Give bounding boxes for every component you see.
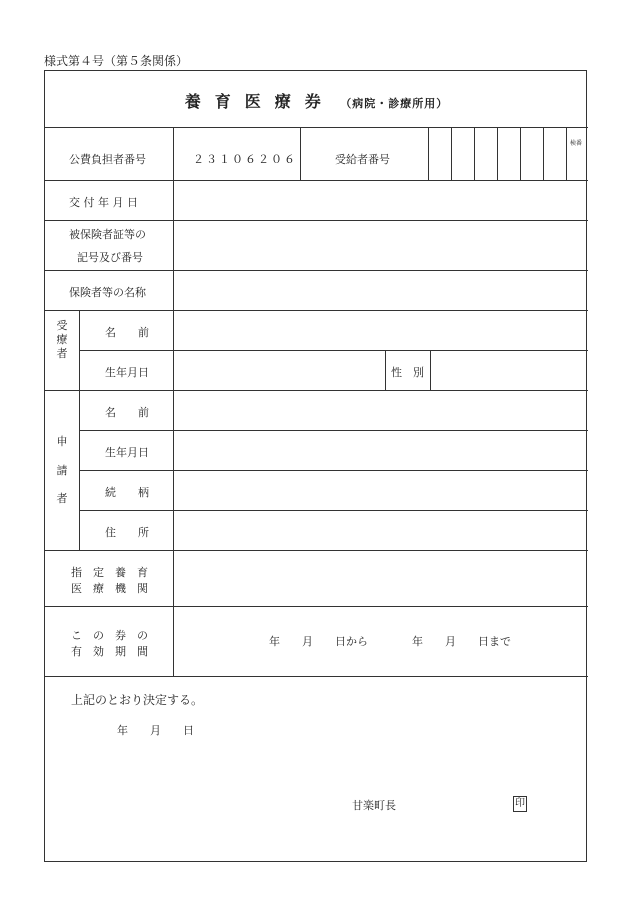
insured-label-line1: 被保険者証等の: [69, 228, 146, 241]
row-divider: [45, 270, 588, 271]
row-divider: [45, 310, 588, 311]
applicant-relation-label: 続 柄: [105, 486, 149, 499]
institution-label-line2: 医 療 機 関: [71, 582, 148, 595]
row-divider: [45, 127, 588, 128]
form-number: 様式第４号（第５条関係）: [44, 54, 189, 68]
row-divider: [45, 676, 588, 677]
validity-label-line2: 有 効 期 間: [71, 645, 148, 658]
recipient-label: 受給者番号: [335, 153, 390, 166]
title-sub: （病院・診療所用）: [340, 97, 449, 110]
medical-voucher-form: [44, 70, 587, 862]
seal-mark: 印: [513, 796, 527, 812]
validity-period-value: 年 月 日から 年 月 日まで: [269, 635, 511, 648]
validity-label-line1: こ の 券 の: [71, 629, 148, 642]
column-divider: [385, 350, 386, 390]
decision-text: 上記のとおり決定する。: [71, 693, 204, 707]
row-divider: [45, 220, 588, 221]
column-divider: [300, 127, 301, 180]
row-divider: [45, 180, 588, 181]
row-divider: [45, 550, 588, 551]
insurer-label: 保険者等の名称: [69, 286, 146, 299]
form-title: [45, 89, 588, 112]
label-column-divider: [173, 127, 174, 676]
digit-box-divider: [543, 127, 544, 180]
patient-birth-label: 生年月日: [105, 366, 149, 379]
decision-date: 年 月 日: [117, 724, 194, 737]
public-payer-value: ２３１０６２０６: [193, 153, 297, 166]
applicant-name-label: 名 前: [105, 406, 149, 419]
patient-name-label: 名 前: [105, 326, 149, 339]
check-number-label: 検番: [570, 140, 583, 147]
row-divider: [79, 430, 588, 431]
digit-box-divider: [566, 127, 567, 180]
applicant-group-label: 申請者: [56, 435, 68, 506]
column-divider: [430, 350, 431, 390]
digit-box-divider: [497, 127, 498, 180]
digit-box-divider: [451, 127, 452, 180]
row-divider: [79, 470, 588, 471]
title-main: 養育医療券: [184, 92, 335, 111]
insured-label-line2: 記号及び番号: [77, 251, 143, 264]
row-divider: [79, 510, 588, 511]
digit-box-divider: [474, 127, 475, 180]
row-divider: [79, 350, 588, 351]
digit-box-divider: [520, 127, 521, 180]
column-divider: [428, 127, 429, 180]
applicant-birth-label: 生年月日: [105, 446, 149, 459]
patient-sex-label: 性 別: [391, 366, 424, 379]
row-divider: [45, 390, 588, 391]
institution-label-line1: 指 定 養 育: [71, 566, 148, 579]
row-divider: [45, 606, 588, 607]
patient-group-label: 受療者: [56, 319, 68, 360]
issue-date-label: 交 付 年 月 日: [69, 196, 138, 209]
applicant-address-label: 住 所: [105, 526, 149, 539]
public-payer-label: 公費負担者番号: [69, 153, 146, 166]
signer-name: 甘楽町長: [352, 799, 396, 812]
group-column-divider: [79, 310, 80, 550]
